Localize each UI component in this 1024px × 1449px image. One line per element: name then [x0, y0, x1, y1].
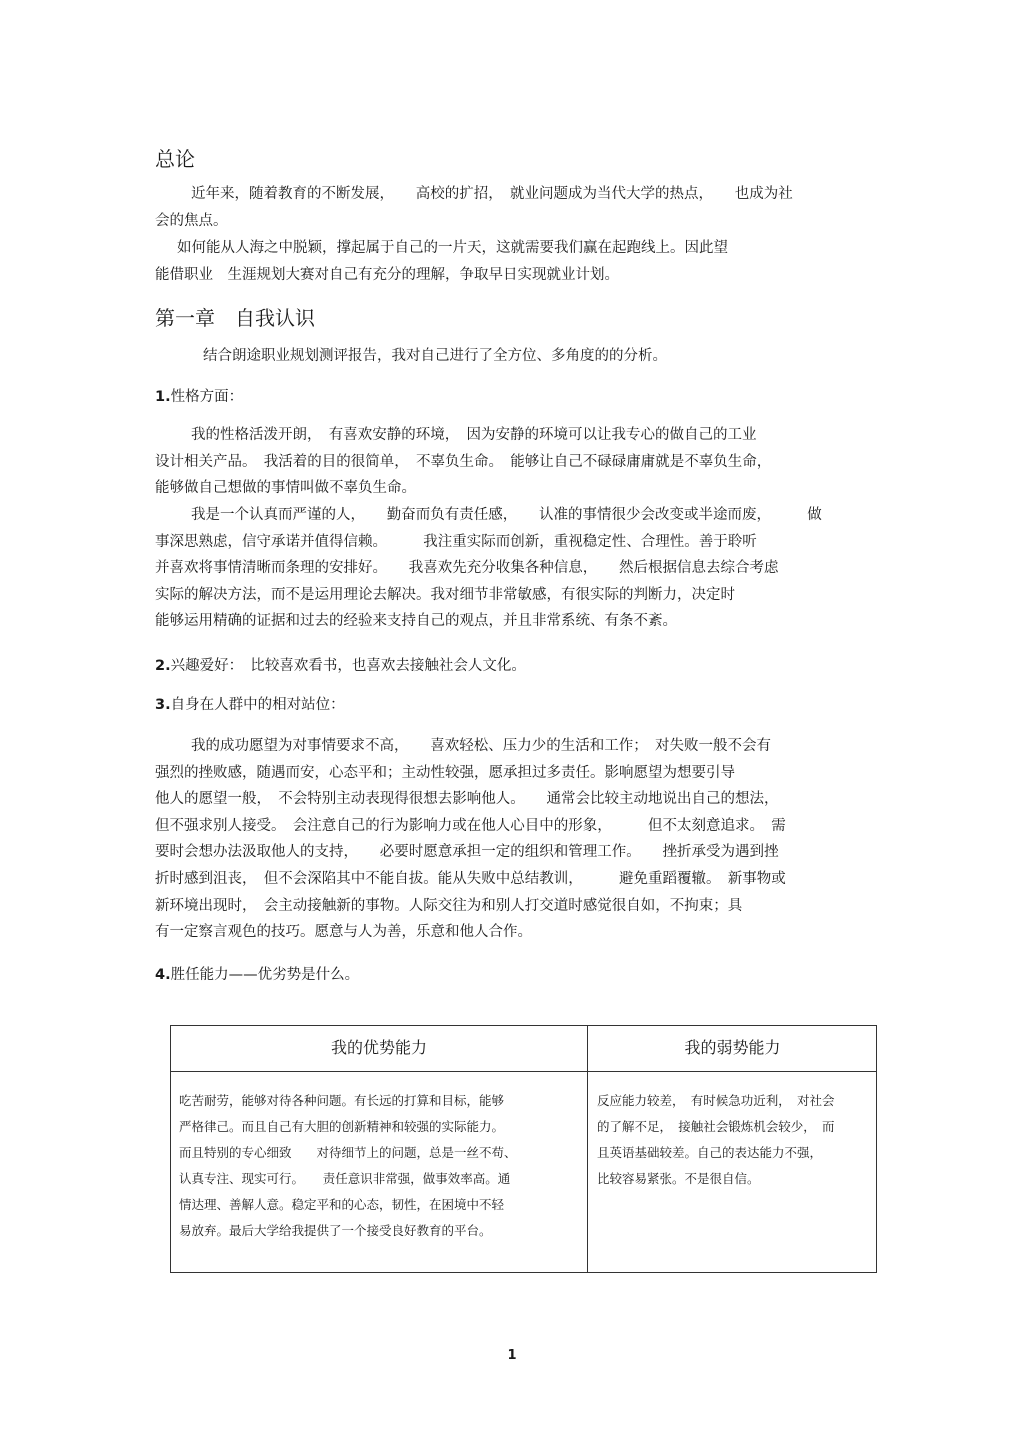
table-divider-horizontal: [171, 1071, 876, 1072]
section-number: 4.: [155, 967, 171, 983]
text-line: 能借职业 生涯规划大赛对自己有充分的理解，争取早日实现就业计划。: [155, 266, 619, 283]
text-line: 有一定察言观色的技巧。愿意与人为善，乐意和他人合作。: [155, 924, 532, 941]
cell-line: 吃苦耐劳，能够对待各种问题。有长远的打算和目标，能够: [179, 1093, 505, 1108]
cell-line: 比较容易紧张。不是很自信。: [597, 1171, 760, 1186]
section-number: 2.: [155, 658, 171, 674]
text-line: 结合朗途职业规划测评报告，我对自己进行了全方位、多角度的的分析。: [203, 348, 667, 364]
section-title: 自身在人群中的相对站位：: [170, 697, 345, 713]
strengths-cell: [179, 1088, 579, 1244]
text-line: 强烈的挫败感，随遇而安，心态平和；主动性较强，愿承担过多责任。影响愿望为想要引导: [155, 764, 735, 781]
intro-paragraph-2: [155, 235, 870, 288]
cell-line: 且英语基础较差。自己的表达能力不强，: [597, 1145, 823, 1160]
cell-line: 而且特别的专心细致 对待细节上的问题，总是一丝不苟、: [179, 1145, 517, 1160]
text-line: 我的性格活泼开朗， 有喜欢安静的环境， 因为安静的环境可以让我专心的做自己的工业: [191, 427, 757, 443]
text-line: 但不强求别人接受。 会注意自己的行为影响力或在他人心目中的形象， 但不太刻意追求。 需: [155, 817, 786, 834]
intro-paragraph-1: [155, 181, 870, 234]
text-line: 并喜欢将事情清晰而条理的安排好。 我喜欢先充分收集各种信息， 然后根据信息去综合考虑: [155, 560, 779, 577]
text-line: 他人的愿望一般， 不会特别主动表现得很想去影响他人。 通常会比较主动地说出自己的想法，: [155, 791, 779, 808]
section-title: 性格方面：: [170, 389, 244, 405]
section-3-label: [155, 695, 345, 715]
page-number: 1: [507, 1348, 517, 1363]
cell-line: 反应能力较差， 有时候急功近利， 对社会: [597, 1093, 835, 1108]
section-number: 1.: [155, 389, 171, 405]
cell-line: 情达理、善解人意。稳定平和的心态，韧性，在困境中不轻: [179, 1197, 505, 1212]
abilities-table: [170, 1025, 877, 1273]
text-line: 能够运用精确的证据和过去的经验来支持自己的观点，并且非常系统、有条不紊。: [155, 613, 677, 630]
text-line: 我的成功愿望为对事情要求不高， 喜欢轻松、压力少的生活和工作； 对失败一般不会有: [191, 738, 771, 754]
weaknesses-cell: [597, 1088, 872, 1192]
text-line: 会的焦点。: [155, 212, 228, 229]
text-line: 近年来，随着教育的不断发展， 高校的扩招， 就业问题成为当代大学的热点， 也成为社: [191, 186, 793, 202]
section-2-label: [155, 656, 526, 676]
personality-paragraph-1: [155, 422, 870, 502]
text-line: 新环境出现时， 会主动接触新的事物。人际交往为和别人打交道时感觉很自如，不拘束；具: [155, 897, 743, 914]
cell-line: 认真专注、现实可行。 责任意识非常强，做事效率高。通: [179, 1171, 511, 1186]
table-header-weaknesses: 我的弱势能力: [684, 1038, 781, 1057]
text-line: 实际的解决方法，而不是运用理论去解决。我对细节非常敏感，有很实际的判断力，决定时: [155, 586, 735, 603]
chapter-heading: 第一章 自我认识: [155, 306, 315, 330]
section-title: 兴趣爱好： 比较喜欢看书，也喜欢去接触社会人文化。: [170, 658, 526, 674]
chapter-intro: [155, 343, 870, 370]
table-divider-vertical: [587, 1026, 588, 1272]
text-line: 如何能从人海之中脱颖，撑起属于自己的一片天，这就需要我们赢在起跑线上。因此望: [177, 240, 728, 256]
cell-line: 严格律己。而且自己有大胆的创新精神和较强的实际能力。: [179, 1119, 505, 1134]
cell-line: 的了解不足， 接触社会锻炼机会较少， 而: [597, 1119, 835, 1134]
text-line: 事深思熟虑，信守承诺并值得信赖。 我注重实际而创新，重视稳定性、合理性。善于聆听: [155, 533, 757, 550]
text-line: 能够做自己想做的事情叫做不辜负生命。: [155, 480, 416, 497]
cell-line: 易放弃。最后大学给我提供了一个接受良好教育的平台。: [179, 1223, 492, 1238]
text-line: 设计相关产品。 我活着的目的很简单， 不辜负生命。 能够让自己不碌碌庸庸就是不辜负生命，: [155, 453, 772, 470]
intro-heading: 总论: [155, 147, 195, 171]
text-line: 折时感到沮丧， 但不会深陷其中不能自拔。能从失败中总结教训， 避免重蹈覆辙。 新事物或: [155, 870, 786, 887]
personality-paragraph-2: [155, 502, 870, 635]
table-header-strengths: 我的优势能力: [330, 1038, 427, 1057]
position-paragraph: [155, 733, 870, 946]
section-title: 胜任能力——优劣势是什么。: [170, 967, 360, 983]
section-4-label: [155, 965, 359, 985]
section-number: 3.: [155, 697, 171, 713]
section-1-label: [155, 387, 243, 407]
text-line: 我是一个认真而严谨的人， 勤奋而负有责任感， 认准的事情很少会改变或半途而废， 做: [191, 507, 822, 523]
text-line: 要时会想办法汲取他人的支持， 必要时愿意承担一定的组织和管理工作。 挫折承受为遇到挫: [155, 844, 779, 861]
